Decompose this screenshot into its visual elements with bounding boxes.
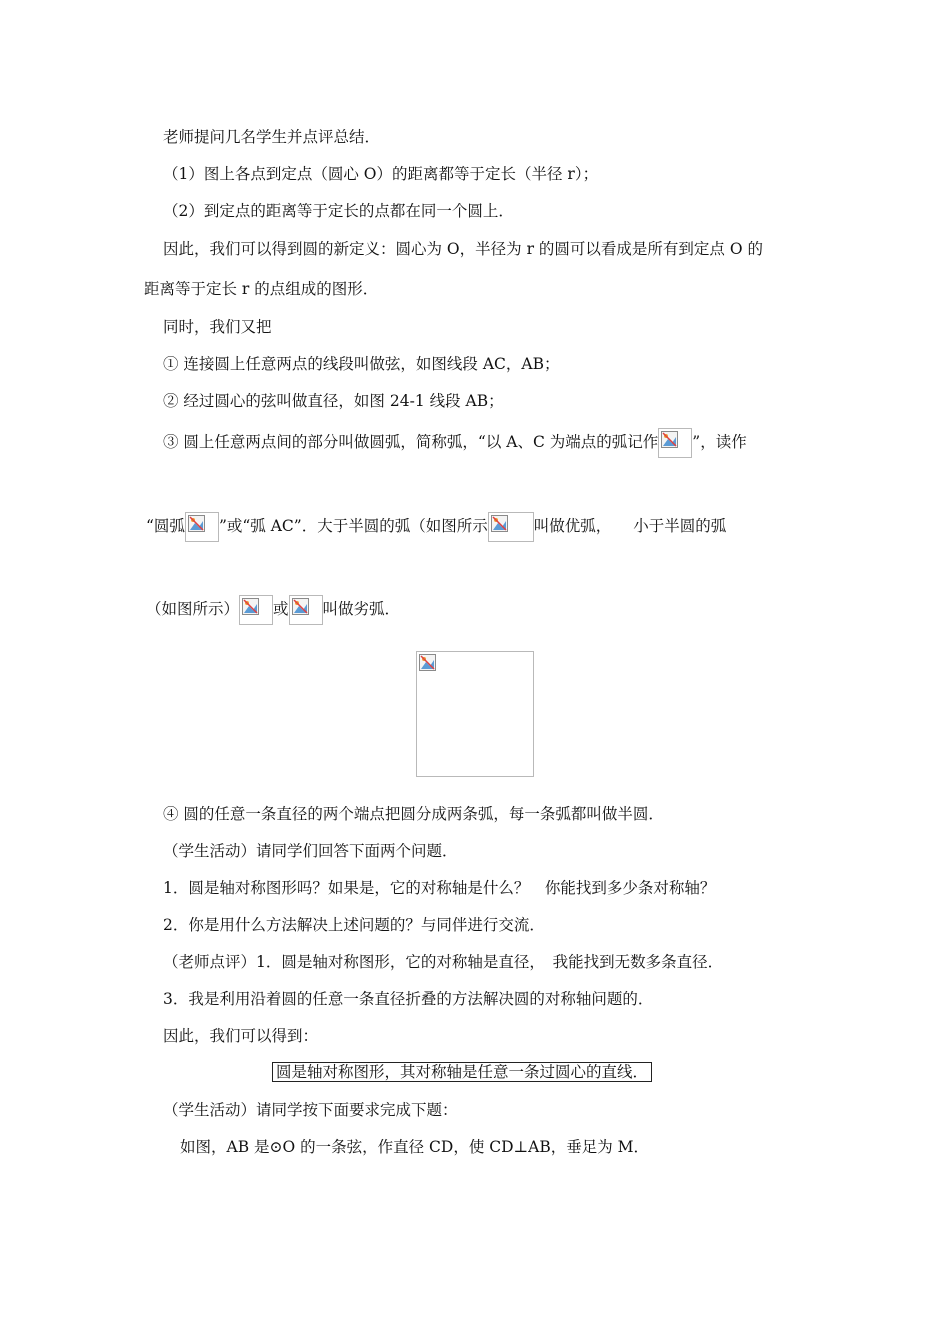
text-segment: ”，读作	[692, 433, 747, 451]
text-line: 因此，我们可以得到圆的新定义：圆心为 O，半径为 r 的圆可以看成是所有到定点 O 的	[163, 240, 763, 258]
text-segment: 叫做劣弧．	[322, 600, 401, 618]
broken-image-icon	[188, 515, 205, 532]
boxed-conclusion	[272, 1061, 652, 1083]
text-segment: “圆弧	[146, 517, 185, 535]
text-line: （学生活动）请同学按下面要求完成下题：	[163, 1101, 458, 1119]
arc-ac-image	[658, 428, 692, 458]
text-segment: ③ 圆上任意两点间的部分叫做圆弧，简称弧，“以 A、C 为端点的弧记作	[163, 433, 659, 451]
text-segment: （如图所示）	[146, 600, 240, 618]
text-line: 1．圆是轴对称图形吗？如果是，它的对称轴是什么？ 你能找到多少条对称轴？	[163, 879, 716, 897]
text-line: ① 连接圆上任意两点的线段叫做弦，如图线段 AC，AB；	[163, 355, 560, 373]
minor-arc-image	[289, 595, 323, 625]
text-segment: 小于半圆的弧	[633, 517, 727, 535]
text-line: ④ 圆的任意一条直径的两个端点把圆分成两条弧，每一条弧都叫做半圆．	[163, 805, 664, 823]
text-line: 老师提问几名学生并点评总结．	[163, 128, 381, 146]
text-line: 距离等于定长 r 的点组成的图形．	[144, 280, 379, 298]
text-segment: 或	[273, 600, 289, 618]
text-line: 如图，AB 是⊙O 的一条弦，作直径 CD，使 CD⊥AB，垂足为 M．	[180, 1138, 650, 1156]
circle-figure-image	[416, 651, 534, 777]
broken-image-icon	[242, 598, 259, 615]
text-line: （2）到定点的距离等于定长的点都在同一个圆上．	[163, 202, 514, 220]
text-segment: 叫做优弧，	[533, 517, 612, 535]
major-arc-image	[488, 512, 534, 542]
text-line: 同时，我们又把	[163, 318, 272, 336]
broken-image-icon	[419, 654, 436, 671]
text-line	[163, 428, 747, 458]
text-line: （老师点评）1．圆是轴对称图形，它的对称轴是直径， 我能找到无数多条直径．	[163, 953, 724, 971]
text-line: 因此，我们可以得到：	[163, 1027, 319, 1045]
broken-image-icon	[491, 515, 508, 532]
minor-arc-image	[239, 595, 273, 625]
text-line	[146, 595, 400, 625]
arc-ac-image	[185, 512, 219, 542]
broken-image-icon	[292, 598, 309, 615]
text-line: 3．我是利用沿着圆的任意一条直径折叠的方法解决圆的对称轴问题的．	[163, 990, 654, 1008]
text-segment: ”或“弧 AC”．大于半圆的弧（如图所示	[218, 517, 488, 535]
boxed-text: 圆是轴对称图形，其对称轴是任意一条过圆心的直线．	[272, 1062, 652, 1082]
text-line: （1）图上各点到定点（圆心 O）的距离都等于定长（半径 r）；	[163, 165, 599, 183]
broken-image-icon	[661, 431, 678, 448]
text-line: ② 经过圆心的弦叫做直径，如图 24-1 线段 AB；	[163, 392, 504, 410]
text-line	[146, 512, 726, 542]
text-line: 2．你是用什么方法解决上述问题的？与同伴进行交流．	[163, 916, 545, 934]
text-line: （学生活动）请同学们回答下面两个问题．	[163, 842, 458, 860]
